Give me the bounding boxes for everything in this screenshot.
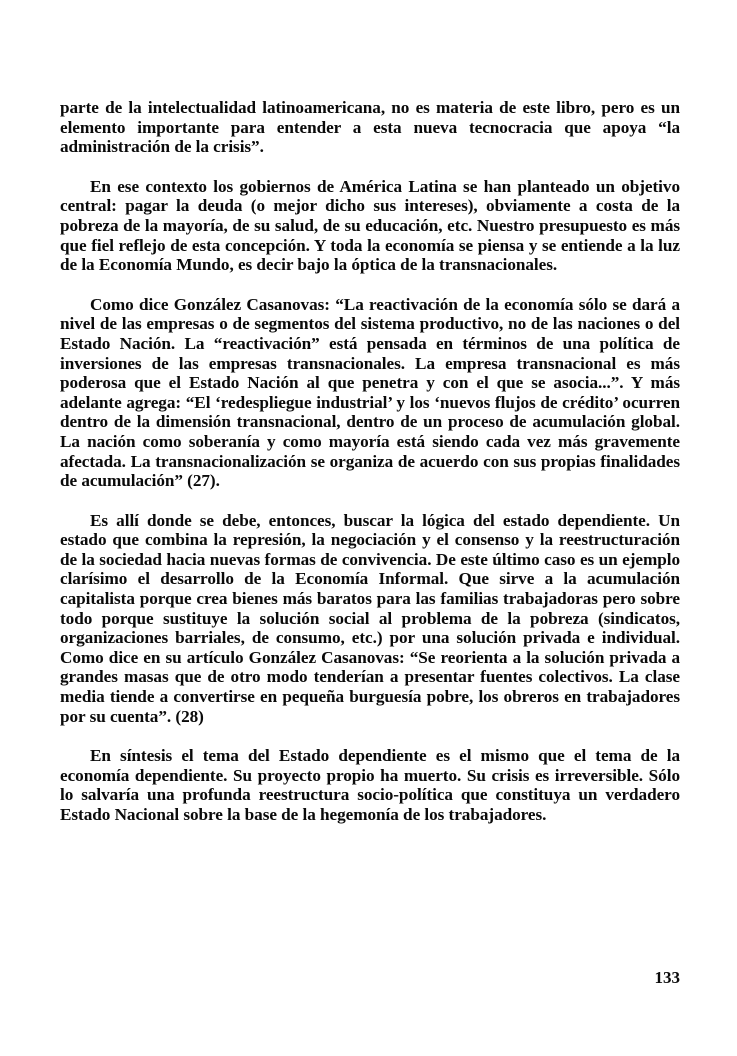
paragraph-1: parte de la intelectualidad latinoamericana, no es materia de este libro, pero es un elemento importante para entender a esta nueva tecnocracia que apoya “la administración de la crisis”.: [60, 98, 680, 157]
paragraph-3: Como dice González Casanovas: “La reactivación de la economía sólo se dará a nivel de las empresas o de segmentos del sistema productivo, no de las naciones o del Estado Nación. La “reactivación” está pensada en términos de una política de inversiones de las empresas transnacionales. La empresa transnacional es más poderosa que el Estado Nación al que penetra y con el que se asocia...”. Y más adelante agrega: “El ‘redespliegue industrial’ y los ‘nuevos flujos de crédito’ ocurren dentro de la dimensión transnacional, dentro de un proceso de acumulación global. La nación como soberanía y como mayoría está siendo cada vez más gravemente afectada. La transnacionalización se organiza de acuerdo con sus propias finalidades de acumulación” (27).: [60, 294, 680, 491]
paragraph-2: En ese contexto los gobiernos de América Latina se han planteado un objetivo central: pagar la deuda (o mejor dicho sus intereses), obviamente a costa de la pobreza de la mayoría, de su salud, de su educación, etc. Nuestro presupuesto es más que fiel reflejo de esta concepción. Y toda la economía se piensa y se entiende a la luz de la Economía Mundo, es decir bajo la óptica de la transnacionales.: [60, 176, 680, 275]
body-text: [60, 98, 680, 845]
page-number: 133: [654, 968, 680, 987]
paragraph-4: Es allí donde se debe, entonces, buscar la lógica del estado dependiente. Un estado que combina la represión, la negociación y el consenso y la reestructuración de la sociedad hacia nuevas formas de convivencia. De este último caso es un ejemplo clarísimo el desarrollo de la Economía Informal. Que sirve a la acumulación capitalista porque crea bienes más baratos para las familias trabajadoras pero sobre todo porque sustituye la solución social al problema de la pobreza (sindicatos, organizaciones barriales, de consumo, etc.) por una solución privada e individual. Como dice en su artículo González Casanovas: “Se reorienta a la solución privada a grandes masas que de otro modo tenderían a presentar fuentes colectivos. La clase media tiende a convertirse en pequeña burguesía pobre, los obreros en trabajadores por su cuenta”. (28): [60, 510, 680, 726]
paragraph-5: En síntesis el tema del Estado dependiente es el mismo que el tema de la economía dependiente. Su proyecto propio ha muerto. Su crisis es irreversible. Sólo lo salvaría una profunda reestructura socio-política que constituya un verdadero Estado Nacional sobre la base de la hegemonía de los trabajadores.: [60, 746, 680, 824]
